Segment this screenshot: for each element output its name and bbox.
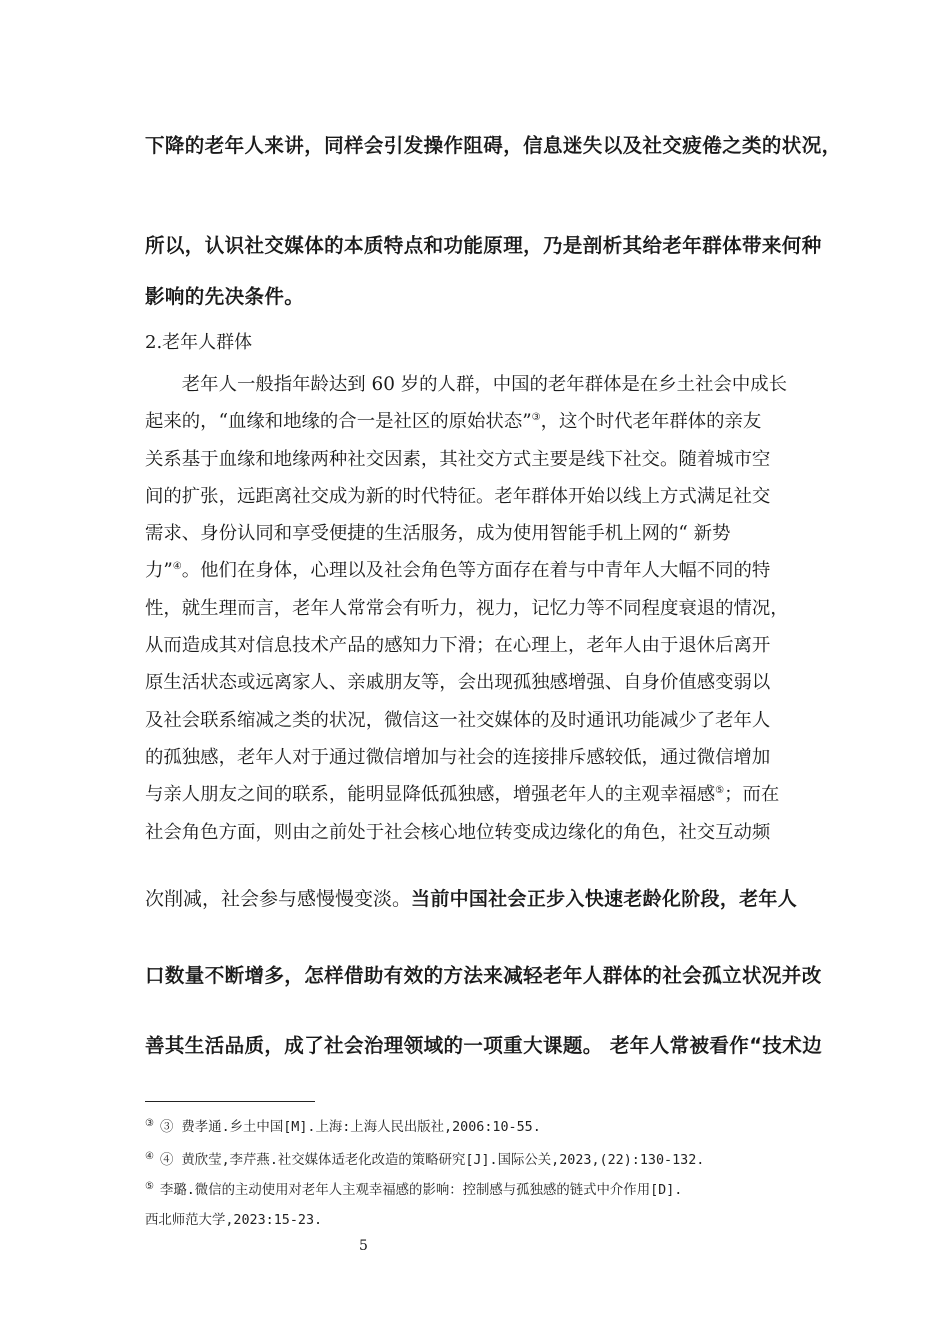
body-text-line: 影响的先决条件。 [145,285,305,308]
footnote: ⑤ 李璐.微信的主动使用对老年人主观幸福感的影响：控制感与孤独感的链式中介作用[D]. [145,1180,683,1198]
paragraph-line: 的孤独感，老年人对于通过微信增加与社会的连接排斥感较低，通过微信增加 [145,746,771,768]
footnote: 西北师范大学,2023:15-23. [145,1213,323,1228]
page-number: 5 [359,1238,368,1254]
footnote-ref[interactable]: ③ [531,412,541,424]
paragraph-line: 从而造成其对信息技术产品的感知力下滑；在心理上，老年人由于退休后离开 [145,635,771,657]
paragraph-line: 老年人一般指年龄达到 60 岁的人群，中国的老年群体是在乡土社会中成长 [145,374,787,395]
footnote-separator [145,1101,315,1102]
paragraph-line: 需求、身份认同和享受便捷的生活服务，成为使用智能手机上网的“ 新势 [145,523,731,545]
body-text-line: 口数量不断增多，怎样借助有效的方法来减轻老年人群体的社会孤立状况并改 [145,964,822,987]
footnote: ③ ③ 费孝通.乡土中国[M].上海:上海人民出版社,2006:10-55. [145,1117,541,1135]
body-text-line: 善其生活品质，成了社会治理领域的一项重大课题。 老年人常被看作“技术边 [145,1034,823,1057]
section-heading: 2.老年人群体 [145,332,253,353]
paragraph-line: 社会角色方面，则由之前处于社会核心地位转变成边缘化的角色，社交互动频 [145,821,771,843]
paragraph-line: 间的扩张，远距离社交成为新的时代特征。老年群体开始以线上方式满足社交 [145,485,771,507]
paragraph-line: 与亲人朋友之间的联系，能明显降低孤独感，增强老年人的主观幸福感⑤；而在 [145,784,780,806]
footnote-ref[interactable]: ④ [172,561,182,573]
paragraph [145,366,810,851]
body-text-line: 下降的老年人来讲，同样会引发操作阻碍，信息迷失以及社交疲倦之类的状况， [145,134,842,157]
footnote-ref[interactable]: ⑤ [715,785,725,797]
paragraph-line: 及社会联系缩减之类的状况，微信这一社交媒体的及时通讯功能减少了老年人 [145,709,771,731]
paragraph-line: 关系基于血缘和地缘两种社交因素，其社交方式主要是线下社交。随着城市空 [145,448,771,470]
body-text-line: 所以，认识社交媒体的本质特点和功能原理，乃是剖析其给老年群体带来何种 [145,234,822,257]
paragraph-line: 力”④。他们在身体，心理以及社会角色等方面存在着与中青年人大幅不同的特 [145,560,771,582]
paragraph-line: 起来的，“血缘和地缘的合一是社区的原始状态”③，这个时代老年群体的亲友 [145,411,762,433]
body-text-line: 次削减，社会参与感慢慢变淡。当前中国社会正步入快速老龄化阶段，老年人 [145,888,798,910]
paragraph-line: 原生活状态或远离家人、亲戚朋友等，会出现孤独感增强、自身价值感变弱以 [145,672,771,694]
footnote: ④ ④ 黄欣莹,李芹燕.社交媒体适老化改造的策略研究[J].国际公关,2023,(22):130-132. [145,1150,705,1168]
paragraph-line: 性，就生理而言，老年人常常会有听力，视力，记忆力等不同程度衰退的情况， [145,597,789,619]
